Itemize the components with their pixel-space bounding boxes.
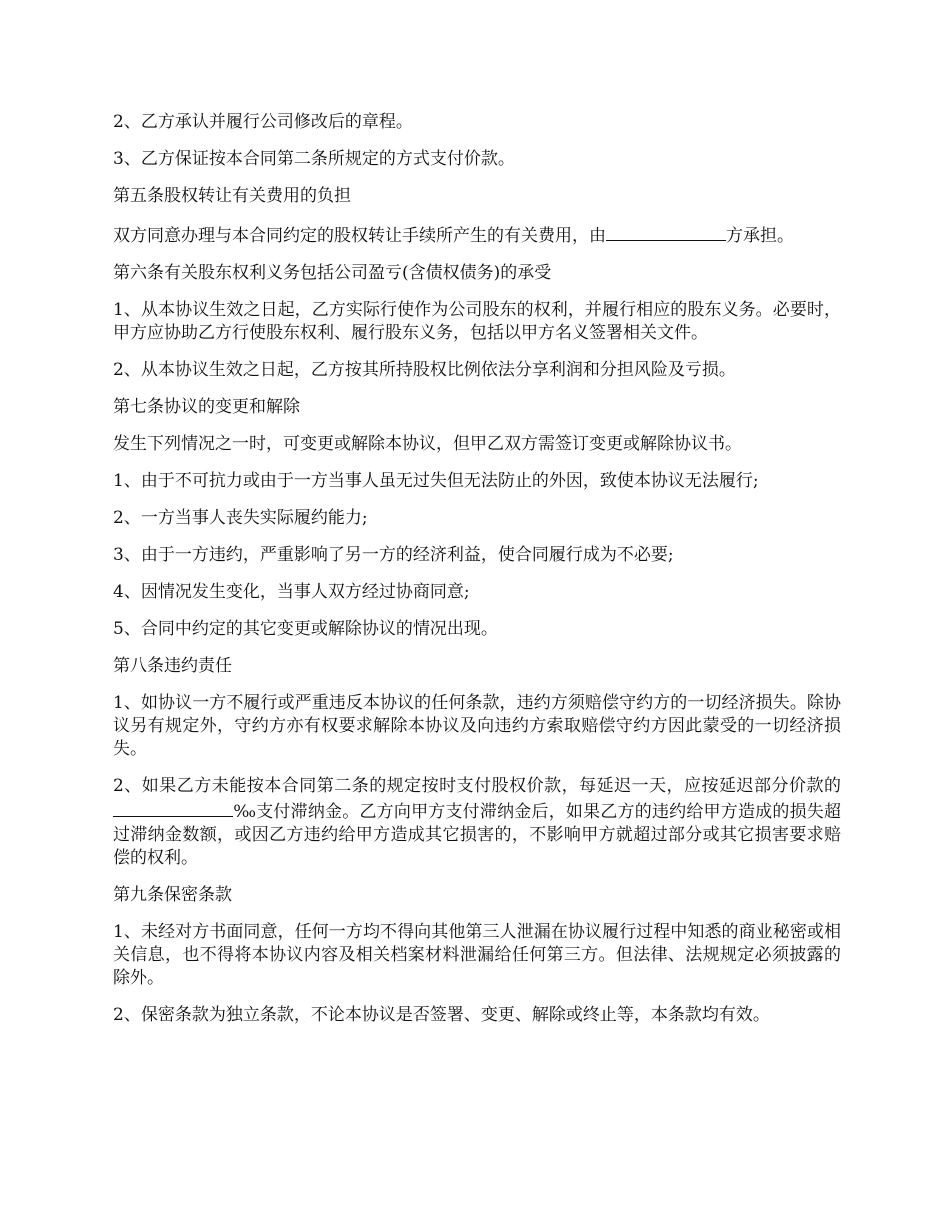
late-fee-rate-blank	[113, 798, 233, 817]
heading-article-7: 第七条协议的变更和解除	[113, 397, 300, 417]
paragraph-breach-compensation: 1、如协议一方不履行或严重违反本协议的任何条款，违约方须赔偿守约方的一切经济损失。除协议另有规定外，守约方亦有权要求解除本协议及向违约方索取赔偿守约方因此蒙受的一切经济损失。	[113, 693, 841, 759]
paragraph-independent-clause: 2、保密条款为独立条款，不论本协议是否签署、变更、解除或终止等，本条款均有效。	[113, 1005, 770, 1025]
late-payment-text-end: ‰支付滞纳金。乙方向甲方支付滞纳金后，如果乙方的违约给甲方造成的损失超过滞纳金数额，或因乙方违约给甲方造成其它损害的，不影响甲方就超过部分或其它损害要求赔偿的权利。	[113, 802, 841, 868]
paragraph-2-articles: 2、乙方承认并履行公司修改后的章程。	[113, 112, 413, 132]
paragraph-shareholder-rights: 1、从本协议生效之日起，乙方实际行使作为公司股东的权利，并履行相应的股东义务。必要时，甲方应协助乙方行使股东权利、履行股东义务，包括以甲方名义签署相关文件。	[113, 300, 841, 343]
heading-article-5: 第五条股权转让有关费用的负担	[113, 186, 351, 206]
list-item-other-conditions: 5、合同中约定的其它变更或解除协议的情况出现。	[113, 619, 498, 639]
fee-burden-text-end: 方承担。	[726, 226, 794, 246]
fee-burden-text-start: 双方同意办理与本合同约定的股权转让手续所产生的有关费用，由	[113, 226, 606, 246]
list-item-breach: 3、由于一方违约，严重影响了另一方的经济利益，使合同履行成为不必要;	[113, 545, 674, 565]
heading-article-9: 第九条保密条款	[113, 885, 232, 905]
paragraph-fee-burden	[113, 222, 841, 248]
list-item-force-majeure: 1、由于不可抗力或由于一方当事人虽无过失但无法防止的外因，致使本协议无法履行;	[113, 471, 759, 491]
fee-party-blank	[606, 222, 726, 241]
list-item-incapacity: 2、一方当事人丧失实际履约能力;	[113, 508, 368, 528]
document-page	[113, 111, 841, 1041]
late-payment-text-start: 2、如果乙方未能按本合同第二条的规定按时支付股权价款，每延迟一天，应按延迟部分价款的	[113, 776, 841, 796]
paragraph-confidentiality: 1、未经对方书面同意，任何一方均不得向其他第三人泄漏在协议履行过程中知悉的商业秘密或相关信息，也不得将本协议内容及相关档案材料泄漏给任何第三方。但法律、法规规定必须披露的除外。	[113, 922, 841, 988]
paragraph-profit-sharing: 2、从本协议生效之日起，乙方按其所持股权比例依法分享利润和分担风险及亏损。	[113, 360, 736, 380]
heading-article-8: 第八条违约责任	[113, 656, 232, 676]
paragraph-late-payment	[113, 775, 841, 870]
heading-article-6: 第六条有关股东权利义务包括公司盈亏(含债权债务)的承受	[113, 263, 552, 283]
paragraph-change-conditions: 发生下列情况之一时，可变更或解除本协议，但甲乙双方需签订变更或解除协议书。	[113, 434, 742, 454]
list-item-mutual-agreement: 4、因情况发生变化，当事人双方经过协商同意;	[113, 582, 470, 602]
paragraph-3-payment: 3、乙方保证按本合同第二条所规定的方式支付价款。	[113, 149, 515, 169]
